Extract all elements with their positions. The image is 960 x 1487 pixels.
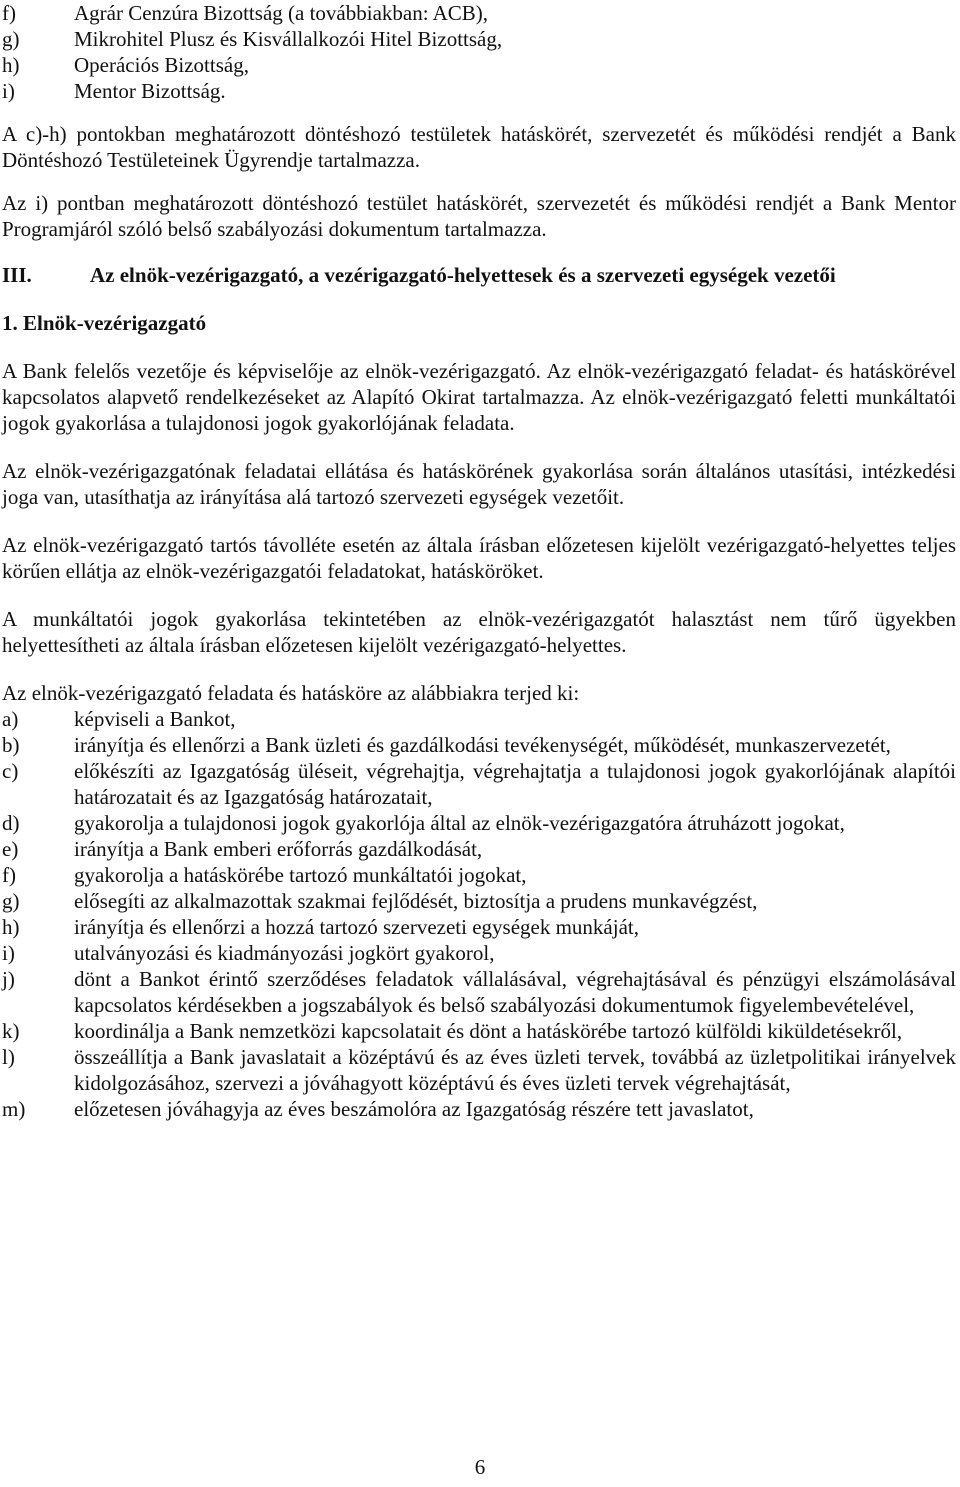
list-marker: d) — [2, 811, 20, 835]
list-item — [2, 706, 956, 732]
list-marker: f) — [2, 1, 16, 25]
list-text: előkészíti az Igazgatóság üléseit, végrehajtja, végrehajtatja a tulajdonosi jogok gyakorlójának alapítói határozatait és az Igazgatóság határozatait, — [74, 759, 956, 809]
list-text: koordinálja a Bank nemzetközi kapcsolatait és dönt a hatáskörébe tartozó külföldi kiküldetésekről, — [74, 1019, 903, 1043]
list-text: Mentor Bizottság. — [74, 79, 226, 103]
list-item — [2, 758, 956, 810]
list-item — [2, 810, 956, 836]
list-text: Mikrohitel Plusz és Kisvállalkozói Hitel Bizottság, — [74, 27, 503, 51]
paragraph: Az elnök-vezérigazgatónak feladatai ellátása és hatáskörének gyakorlása során általános utasítási, intézkedési joga van, utasíthatja az irányítása alá tartozó szervezeti egységek vezetőit. — [2, 459, 956, 509]
list-marker: l) — [2, 1045, 15, 1069]
list-item — [2, 1044, 956, 1096]
list-item — [2, 732, 956, 758]
list-item — [2, 966, 956, 1018]
list-text: dönt a Bankot érintő szerződéses feladatok vállalásával, végrehajtásával és pénzügyi elszámolásával kapcsolatos kérdésekben a jogszabályok és belső szabályozási dokumentumok figyelembevételével, — [74, 967, 956, 1017]
paragraph-i: Az i) pontban meghatározott döntéshozó testület hatáskörét, szervezetét és működési rendjét a Bank Mentor Programjáról szóló belső szabályozási dokumentum tartalmazza. — [2, 191, 956, 241]
list-marker: i) — [2, 941, 15, 965]
list-item — [2, 52, 956, 78]
list-marker: h) — [2, 915, 20, 939]
list-text: Operációs Bizottság, — [74, 53, 249, 77]
list-text: gyakorolja a tulajdonosi jogok gyakorlója által az elnök-vezérigazgatóra átruházott jogokat, — [74, 811, 845, 835]
list-item — [2, 914, 956, 940]
list-marker: e) — [2, 837, 19, 861]
list-marker: f) — [2, 863, 16, 887]
list-text: képviseli a Bankot, — [74, 707, 236, 731]
list-marker: k) — [2, 1019, 20, 1043]
page-number: 6 — [474, 1455, 486, 1479]
list-text: utalványozási és kiadmányozási jogkört gyakorol, — [74, 941, 495, 965]
paragraph-c-h: A c)-h) pontokban meghatározott döntéshozó testületek hatáskörét, szervezetét és működési rendjét a Bank Döntéshozó Testületeinek Ügyrendje tartalmazza. — [2, 122, 956, 172]
list-marker: g) — [2, 889, 20, 913]
list-item — [2, 78, 956, 104]
list-text: előzetesen jóváhagyja az éves beszámolóra az Igazgatóság részére tett javaslatot, — [74, 1097, 754, 1121]
section-heading — [2, 262, 956, 288]
list-marker: a) — [2, 707, 19, 731]
subsection-heading: 1. Elnök-vezérigazgató — [2, 311, 207, 335]
list-item — [2, 26, 956, 52]
paragraph: A munkáltatói jogok gyakorlása tekintetében az elnök-vezérigazgatót halasztást nem tűrő ügyekben helyettesítheti az általa írásban előzetesen kijelölt vezérigazgató-helyettes. — [2, 607, 956, 657]
duties-intro: Az elnök-vezérigazgató feladata és hatásköre az alábbiakra terjed ki: — [2, 681, 580, 705]
section-title: Az elnök-vezérigazgató, a vezérigazgató-helyettesek és a szervezeti egységek vezetői — [90, 263, 836, 287]
list-text: irányítja és ellenőrzi a hozzá tartozó szervezeti egységek munkáját, — [74, 915, 639, 939]
list-item — [2, 888, 956, 914]
list-marker: j) — [2, 967, 15, 991]
list-text: összeállítja a Bank javaslatait a középtávú és az éves üzleti tervek, továbbá az üzletpolitikai irányelvek kidolgozásához, szervezi a jóváhagyott középtávú és éves üzleti tervek végrehajtását, — [74, 1045, 956, 1095]
committee-list — [2, 0, 956, 104]
page-content — [2, 0, 956, 1122]
paragraph: Az elnök-vezérigazgató tartós távolléte esetén az általa írásban előzetesen kijelölt vezérigazgató-helyettes teljes körűen ellátja az elnök-vezérigazgatói feladatokat, hatásköröket. — [2, 533, 956, 583]
list-item — [2, 940, 956, 966]
list-item — [2, 1096, 956, 1122]
list-marker: m) — [2, 1097, 26, 1121]
list-marker: h) — [2, 53, 20, 77]
paragraph: A Bank felelős vezetője és képviselője az elnök-vezérigazgató. Az elnök-vezérigazgató feladat- és hatáskörével kapcsolatos alapvető rendelkezéseket az Alapító Okirat tartalmazza. Az elnök-vezérigazgató feletti munkáltatói jogok gyakorlása a tulajdonosi jogok gyakorlójának feladata. — [2, 359, 956, 435]
list-item — [2, 862, 956, 888]
list-item — [2, 0, 956, 26]
list-text: Agrár Cenzúra Bizottság (a továbbiakban: ACB), — [74, 1, 489, 25]
list-text: gyakorolja a hatáskörébe tartozó munkáltatói jogokat, — [74, 863, 527, 887]
duties-list — [2, 706, 956, 1122]
list-marker: c) — [2, 759, 19, 783]
list-item — [2, 836, 956, 862]
list-marker: g) — [2, 27, 20, 51]
list-text: elősegíti az alkalmazottak szakmai fejlődését, biztosítja a prudens munkavégzést, — [74, 889, 758, 913]
list-marker: b) — [2, 733, 20, 757]
list-text: irányítja és ellenőrzi a Bank üzleti és gazdálkodási tevékenységét, működését, munkaszervezetét, — [74, 733, 891, 757]
list-text: irányítja a Bank emberi erőforrás gazdálkodását, — [74, 837, 483, 861]
list-item — [2, 1018, 956, 1044]
section-number: III. — [2, 263, 32, 287]
list-marker: i) — [2, 79, 15, 103]
